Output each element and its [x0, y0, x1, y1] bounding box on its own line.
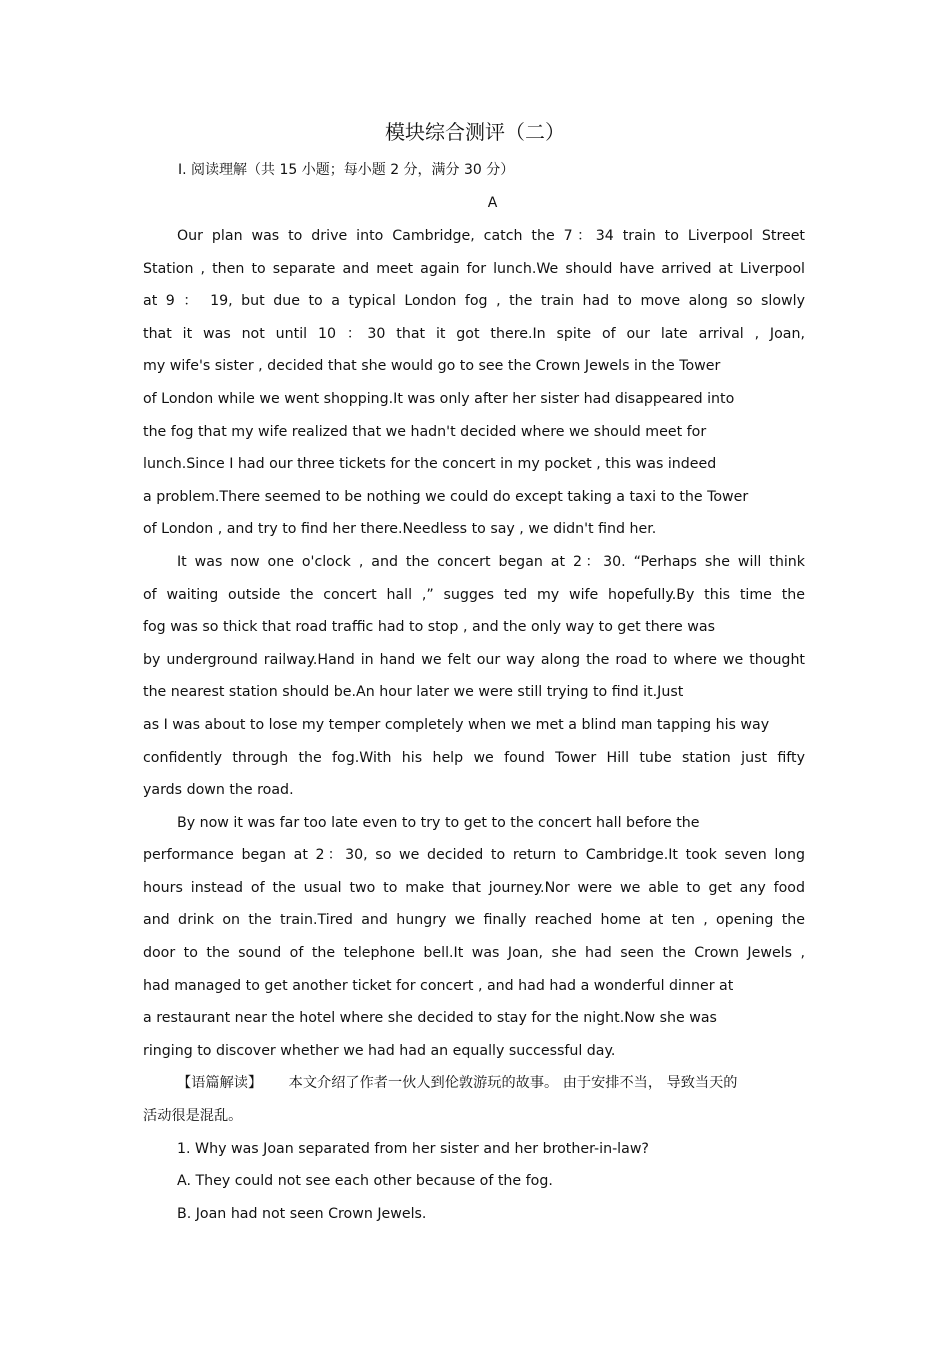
passage-line: yards down the road. [143, 782, 294, 799]
passage-line: confidently through the fog.With his help we found Tower Hill tube station just fifty [143, 749, 805, 766]
passage-line: had managed to get another ticket for concert , and had had a wonderful dinner at [143, 977, 734, 994]
passage-line: hours instead of the usual two to make that journey.Nor were we able to get any food [143, 879, 805, 896]
question-stem: 1. Why was Joan separated from her sister and her brother-in-law? [177, 1140, 649, 1157]
passage-line: By now it was far too late even to try to get to the concert hall before the [177, 814, 700, 831]
passage-line: my wife's sister , decided that she would go to see the Crown Jewels in the Tower [143, 358, 721, 375]
passage-line: a problem.There seemed to be nothing we could do except taking a taxi to the Tower [143, 488, 749, 505]
passage-line: ringing to discover whether we had had an equally successful day. [143, 1042, 616, 1059]
passage-line: fog was so thick that road traffic had to stop , and the only way to get there was [143, 619, 715, 636]
analysis-text: 本文介绍了作者一伙人到伦敦游玩的故事。 由于安排不当， 导致当天的 [288, 1075, 738, 1092]
passage-line: of London while we went shopping.It was only after her sister had disappeared into [143, 390, 735, 407]
section-heading: Ⅰ. 阅读理解（共 15 小题；每小题 2 分，满分 30 分） [178, 162, 515, 178]
question-option-b: B. Joan had not seen Crown Jewels. [177, 1205, 427, 1222]
passage-line: as I was about to lose my temper completely when we met a blind man tapping his way [143, 716, 770, 733]
passage-line: by underground railway.Hand in hand we felt our way along the road to where we thought [143, 651, 805, 668]
page-title: 模块综合测评（二） [385, 120, 565, 144]
passage-line: and drink on the train.Tired and hungry we finally reached home at ten , opening the [143, 912, 805, 929]
passage-line: the nearest station should be.An hour later we were still trying to find it.Just [143, 684, 684, 701]
analysis-line [143, 1067, 805, 1100]
analysis-label: 【语篇解读】 [177, 1075, 263, 1092]
passage-line: that it was not until 10 ：30 that it got there.In spite of our late arrival , Joan, [143, 325, 805, 342]
passage-line: at 9 ： 19, but due to a typical London fog , the train had to move along so slowly [143, 293, 805, 310]
passage-line: door to the sound of the telephone bell.It was Joan, she had seen the Crown Jewels , [143, 945, 805, 962]
passage-line: performance began at 2：30, so we decided to return to Cambridge.It took seven long [143, 847, 805, 864]
passage-line: the fog that my wife realized that we hadn't decided where we should meet for [143, 423, 707, 440]
analysis-line: 活动很是混乱。 [143, 1108, 243, 1125]
passage-line: of waiting outside the concert hall ,” sugges ted my wife hopefully.By this time the [143, 586, 805, 603]
passage-line: lunch.Since I had our three tickets for the concert in my pocket , this was indeed [143, 456, 717, 473]
question-option-a: A. They could not see each other because of the fog. [177, 1173, 553, 1190]
passage-label: A [487, 195, 498, 211]
passage-line: a restaurant near the hotel where she decided to stay for the night.Now she was [143, 1010, 717, 1027]
passage-line: of London , and try to find her there.Needless to say , we didn't find her. [143, 521, 657, 538]
passage-line: It was now one o'clock , and the concert began at 2：30. “Perhaps she will think [177, 553, 805, 570]
passage-line: Our plan was to drive into Cambridge, catch the 7：34 train to Liverpool Street [177, 228, 805, 244]
passage-line: Station , then to separate and meet again for lunch.We should have arrived at Liverpool [143, 260, 805, 277]
passage-body [143, 220, 805, 1230]
